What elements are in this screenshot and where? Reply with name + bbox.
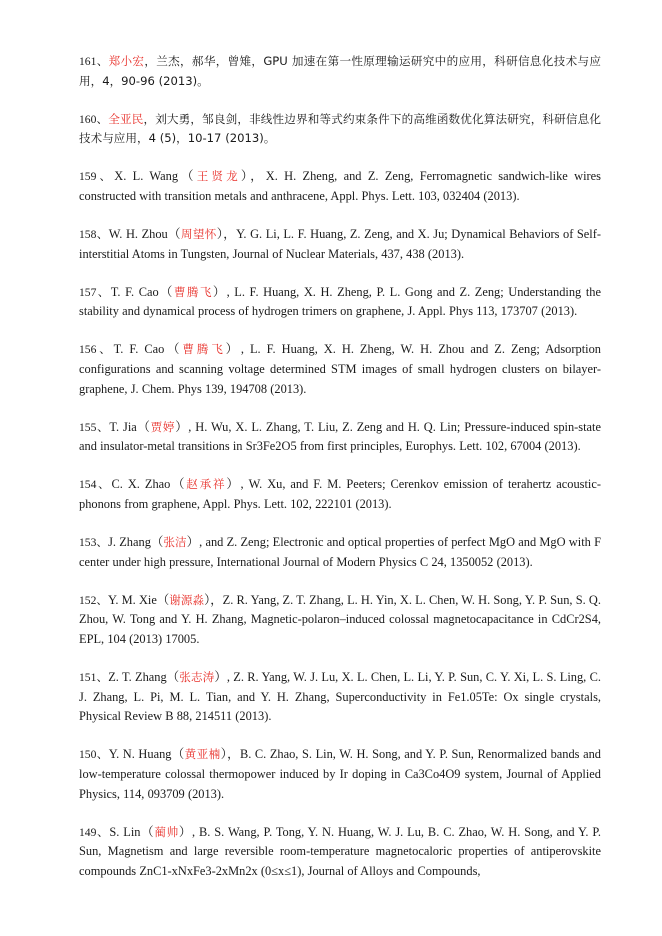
entry-number: 159、 [79,170,115,184]
publication-entry [79,668,601,727]
entry-text: ），Z. R. Yang, Z. T. Zhang, L. H. Yin, X. L. Chen, W. H. Song, Y. P. Sun, S. Q. Zhou, W. Tong and Y. H. Zhang, Magnetic-polaron–induced colossal magnetocapacitance in CdCr2S4, EPL, 104 (2013) 17005. [79,592,601,646]
entry-number: 156、 [79,343,114,357]
entry-text-before: T. F. Cao（ [110,284,174,299]
publication-entry [79,533,601,572]
entry-number: 154、 [79,478,112,492]
highlighted-author-name: 赵承祥 [186,477,227,492]
entry-text: ）, Z. R. Yang, W. J. Lu, X. L. Chen, L. Li, Y. P. Sun, C. Y. Xi, L. S. Ling, C. J. Zhang, L. Pi, M. L. Tian, and Y. H. Zhang, Superconductivity in Fe1.05Te: Ox single crystals, Physical Review B 88, 214511 (2013). [79,670,601,724]
entry-number: 149、 [79,825,110,839]
entry-text: ）, L. F. Huang, X. H. Zheng, P. L. Gong and Z. Zeng; Understanding the stability and dynamical process of hydrogen trimers on graphene, J. Appl. Phys 113, 173707 (2013). [79,284,601,319]
entry-text-before: W. H. Zhou（ [108,227,181,242]
entry-number: 152、 [79,593,108,607]
entry-text: ）, H. Wu, X. L. Zhang, T. Liu, Z. Zeng and H. Q. Lin; Pressure-induced spin-state and insulator-metal transitions in Sr3Fe2O5 from first principles, Europhys. Lett. 102, 67004 (2013). [79,419,601,454]
entry-number: 150、 [79,748,109,762]
highlighted-author-name: 王贤龙 [196,169,241,184]
entry-text-before: Y. M. Xie（ [108,592,170,607]
entry-text: ，兰杰，郝华，曾雉，GPU 加速在第一性原理输运研究中的应用，科研信息化技术与应用，4，90-96 (2013)。 [79,54,601,88]
highlighted-author-name: 郑小宏 [108,54,145,68]
entry-text-before: S. Lin（ [109,824,155,839]
publication-entry [79,283,601,322]
highlighted-author-name: 蔺帅 [154,824,179,839]
publication-entry [79,340,601,399]
entry-number: 151、 [79,671,109,685]
entry-number: 160、 [79,112,109,126]
entry-number: 161、 [79,55,109,68]
highlighted-author-name: 谢源淼 [169,592,205,607]
entry-text: ）, and Z. Zeng; Electronic and optical properties of perfect MgO and MgO with F center under high pressure, International Journal of Modern Physics C 24, 1350052 (2013). [79,535,601,569]
publication-entry [79,110,601,149]
entry-text: ），B. C. Zhao, S. Lin, W. H. Song, and Y. P. Sun, Renormalized bands and low-temperature colossal thermopower induced by Ir doping in Ca3Co4O9 system, Journal of Applied Physics, 114, 093709 (2013). [79,747,601,801]
entry-text-before: Z. T. Zhang（ [108,670,180,685]
entry-number: 153、 [79,536,109,550]
entry-number: 157、 [79,285,111,299]
publication-entry [79,52,601,91]
highlighted-author-name: 全亚民 [108,111,144,126]
entry-text-before: Y. N. Huang（ [108,747,185,762]
highlighted-author-name: 曹腾飞 [173,284,213,299]
entry-text: ）, B. S. Wang, P. Tong, Y. N. Huang, W. J. Lu, B. C. Zhao, W. H. Song, and Y. P. Sun, Magnetism and large reversible room-temperature magnetocaloric properties of antiperovskite compounds ZnC1-xNxFe3-2xMn2x (0≤x≤1), Journal of Alloys and Compounds, [79,824,601,878]
publication-entry [79,418,601,457]
highlighted-author-name: 张洁 [163,535,187,550]
highlighted-author-name: 曹腾飞 [182,342,226,357]
entry-text-before: T. F. Cao（ [113,342,183,357]
highlighted-author-name: 贾婷 [150,419,176,434]
entry-text-before: T. Jia（ [109,419,151,434]
publication-list [79,52,601,881]
entry-text-before: J. Zhang（ [108,535,164,550]
publication-entry [79,745,601,804]
entry-text-before: C. X. Zhao（ [111,477,187,492]
publication-entry [79,225,601,264]
publication-entry [79,167,601,206]
publication-entry [79,823,601,882]
highlighted-author-name: 黄亚楠 [184,747,221,762]
highlighted-author-name: 周望怀 [180,227,217,242]
highlighted-author-name: 张志涛 [179,670,215,685]
entry-number: 155、 [79,420,110,434]
entry-text: ）, L. F. Huang, X. H. Zheng, W. H. Zhou and Z. Zeng; Adsorption configurations and scanning voltage determined STM images of small hydrogen clusters on bilayer-graphene, J. Chem. Phys 139, 194708 (2013). [79,342,601,396]
publication-entry [79,591,601,650]
entry-text-before: X. L. Wang（ [114,169,197,184]
entry-text: ），X. H. Zheng, and Z. Zeng, Ferromagnetic sandwich-like wires constructed with transition metals and anthracene, Appl. Phys. Lett. 103, 032404 (2013). [79,169,601,203]
entry-number: 158、 [79,228,109,242]
publication-entry [79,475,601,514]
entry-text: ）, W. Xu, and F. M. Peeters; Cerenkov emission of terahertz acoustic-phonons from graphene, Appl. Phys. Lett. 102, 222101 (2013). [79,477,601,511]
entry-text: ，刘大勇，邹良剑，非线性边界和等式约束条件下的高维函数优化算法研究，科研信息化技术与应用，4 (5)，10-17 (2013)。 [79,111,601,146]
entry-text: ），Y. G. Li, L. F. Huang, Z. Zeng, and X. Ju; Dynamical Behaviors of Self-interstitial Atoms in Tungsten, Journal of Nuclear Materials, 437, 438 (2013). [79,227,601,261]
